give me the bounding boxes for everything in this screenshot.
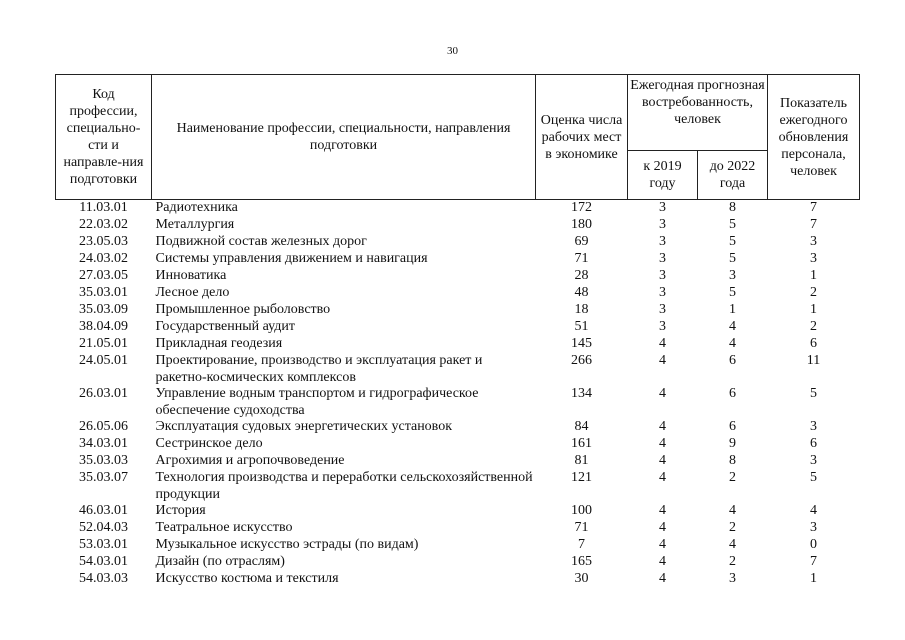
page-number: 30 [447,45,458,57]
row-code: 54.03.01 [79,554,128,569]
row-to-2019: 3 [659,285,666,300]
row-renewal: 0 [810,537,817,552]
table-row [56,554,860,571]
row-to-2022: 8 [729,453,736,468]
row-to-2019: 3 [659,200,666,215]
row-code: 22.03.02 [79,217,128,232]
row-name: Металлургия [155,217,235,232]
row-name: Системы управления движением и навигация [155,251,428,266]
table-row [56,251,860,268]
row-to-2022: 5 [729,251,736,266]
row-name: Управление водным транспортом и гидрографическое обеспечение судоходства [155,386,479,418]
row-name: Лесное дело [155,285,230,300]
row-renewal: 4 [810,503,817,518]
row-code: 52.04.03 [79,520,128,535]
row-name: Дизайн (по отраслям) [155,554,285,569]
header-renewal: Показатель ежегодного обновления персонала, человек [768,75,860,200]
row-to-2022: 2 [729,520,736,535]
row-to-2022: 9 [729,436,736,451]
table-row [56,217,860,234]
row-to-2019: 3 [659,234,666,249]
row-to-2022: 4 [729,537,736,552]
row-name: Искусство костюма и текстиля [155,571,339,586]
row-to-2022: 3 [729,571,736,586]
row-name: Радиотехника [155,200,238,215]
row-to-2019: 4 [659,503,666,518]
row-estimate: 71 [574,251,589,266]
table-row [56,234,860,251]
row-to-2022: 5 [729,285,736,300]
table-row [56,319,860,336]
row-estimate: 51 [574,319,589,334]
table-row [56,200,860,218]
row-to-2022: 8 [729,200,736,215]
row-estimate: 266 [571,353,592,368]
row-renewal: 3 [810,234,817,249]
row-estimate: 134 [571,386,592,401]
row-code: 21.05.01 [79,336,128,351]
table-row [56,353,860,386]
row-to-2022: 6 [729,353,736,368]
table-row [56,520,860,537]
row-name: Сестринское дело [155,436,263,451]
header-annual-demand: Ежегодная прогнозная востребованность, человек [628,75,768,151]
row-code: 35.03.03 [79,453,128,468]
row-estimate: 145 [571,336,592,351]
row-code: 26.03.01 [79,386,128,401]
row-to-2019: 4 [659,554,666,569]
row-to-2022: 4 [729,319,736,334]
table-row [56,436,860,453]
row-estimate: 100 [571,503,592,518]
row-code: 34.03.01 [79,436,128,451]
table-row [56,285,860,302]
row-to-2019: 3 [659,268,666,283]
row-to-2019: 4 [659,353,666,368]
header-estimate: Оценка числа рабочих мест в экономике [536,75,628,200]
row-renewal: 7 [810,200,817,215]
row-estimate: 180 [571,217,592,232]
header-to-2022: до 2022 года [698,151,768,200]
table-body [56,200,860,589]
row-to-2019: 4 [659,571,666,586]
row-code: 24.03.02 [79,251,128,266]
row-code: 46.03.01 [79,503,128,518]
row-estimate: 18 [574,302,589,317]
row-renewal: 7 [810,217,817,232]
row-name: Технология производства и переработки сельскохозяйственной продукции [155,470,533,502]
row-to-2019: 4 [659,419,666,434]
row-name: Проектирование, производство и эксплуатация ракет и ракетно-космических комплексов [155,353,483,385]
row-to-2022: 4 [729,503,736,518]
table-row [56,453,860,470]
row-name: Музыкальное искусство эстрады (по видам) [155,537,419,552]
row-renewal: 1 [810,571,817,586]
row-to-2022: 5 [729,217,736,232]
row-renewal: 3 [810,453,817,468]
table-row [56,302,860,319]
row-estimate: 81 [574,453,589,468]
row-estimate: 71 [574,520,589,535]
row-to-2019: 4 [659,470,666,485]
row-code: 24.05.01 [79,353,128,368]
row-to-2019: 4 [659,386,666,401]
table-row [56,470,860,503]
row-estimate: 69 [574,234,589,249]
row-to-2022: 2 [729,470,736,485]
row-name: Прикладная геодезия [155,336,283,351]
row-renewal: 1 [810,302,817,317]
row-estimate: 48 [574,285,589,300]
row-to-2022: 6 [729,386,736,401]
professions-table [55,74,860,588]
row-to-2019: 4 [659,537,666,552]
row-renewal: 6 [810,336,817,351]
row-to-2022: 3 [729,268,736,283]
header-code: Код профессии, специально-сти и направле-ния подготовки [56,75,152,200]
table-row [56,419,860,436]
row-code: 53.03.01 [79,537,128,552]
row-name: Театральное искусство [155,520,293,535]
row-name: Промышленное рыболовство [155,302,331,317]
row-renewal: 2 [810,319,817,334]
row-code: 54.03.03 [79,571,128,586]
row-renewal: 2 [810,285,817,300]
row-name: Агрохимия и агропочвоведение [155,453,345,468]
row-estimate: 28 [574,268,589,283]
row-code: 35.03.07 [79,470,128,485]
row-renewal: 3 [810,251,817,266]
row-code: 35.03.09 [79,302,128,317]
row-name: История [155,503,206,518]
row-code: 11.03.01 [79,200,128,215]
row-code: 26.05.06 [79,419,128,434]
table-row [56,268,860,285]
row-to-2022: 2 [729,554,736,569]
row-name: Подвижной состав железных дорог [155,234,367,249]
row-renewal: 6 [810,436,817,451]
row-code: 23.05.03 [79,234,128,249]
row-estimate: 30 [574,571,589,586]
row-estimate: 161 [571,436,592,451]
row-to-2022: 5 [729,234,736,249]
row-name: Инноватика [155,268,227,283]
row-code: 35.03.01 [79,285,128,300]
row-renewal: 3 [810,419,817,434]
row-to-2022: 4 [729,336,736,351]
table-row [56,386,860,419]
row-estimate: 121 [571,470,592,485]
row-to-2019: 3 [659,251,666,266]
row-name: Государственный аудит [155,319,296,334]
table-row [56,336,860,353]
row-to-2019: 4 [659,453,666,468]
row-renewal: 7 [810,554,817,569]
row-estimate: 84 [574,419,589,434]
table-row [56,537,860,554]
row-to-2019: 4 [659,336,666,351]
row-to-2019: 4 [659,520,666,535]
row-to-2022: 6 [729,419,736,434]
row-to-2019: 3 [659,217,666,232]
row-name: Эксплуатация судовых энергетических установок [155,419,453,434]
table-row [56,571,860,588]
row-renewal: 1 [810,268,817,283]
row-renewal: 5 [810,386,817,401]
header-name: Наименование профессии, специальности, направления подготовки [152,75,536,200]
row-estimate: 172 [571,200,592,215]
row-code: 27.03.05 [79,268,128,283]
row-renewal: 5 [810,470,817,485]
table-header [56,75,860,200]
row-estimate: 7 [578,537,585,552]
row-to-2019: 3 [659,319,666,334]
row-code: 38.04.09 [79,319,128,334]
row-renewal: 3 [810,520,817,535]
table-row [56,503,860,520]
header-to-2019: к 2019 году [628,151,698,200]
row-to-2019: 4 [659,436,666,451]
row-renewal: 11 [806,353,821,368]
row-to-2022: 1 [729,302,736,317]
row-to-2019: 3 [659,302,666,317]
row-estimate: 165 [571,554,592,569]
